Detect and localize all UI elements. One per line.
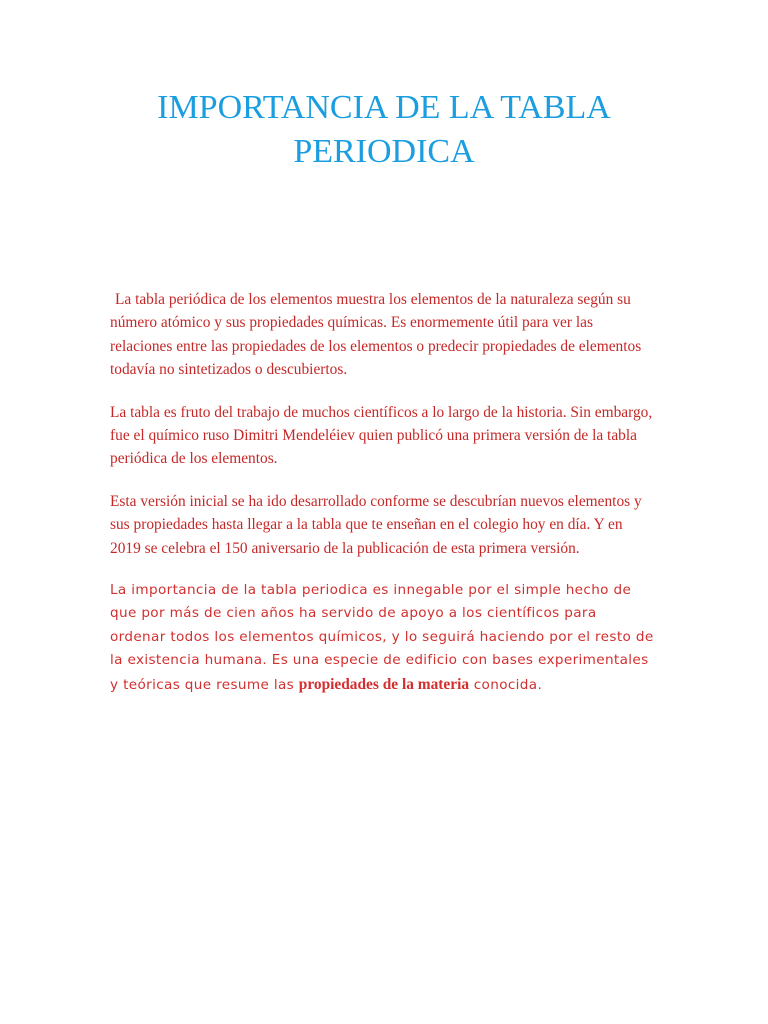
paragraph-4-text-before: La importancia de la tabla periodica es innegable por el simple hecho de que por más de cien años ha servido de apoyo a los científicos para ordenar todos los elementos químicos, y lo seguirá haciendo por el resto de la existencia humana. Es una especie de edificio con bases experimentales y teóricas que resume las bbox=[110, 582, 654, 693]
document-body bbox=[110, 288, 655, 716]
paragraph-1: La tabla periódica de los elementos muestra los elementos de la naturaleza según su número atómico y sus propiedades químicas. Es enormemente útil para ver las relaciones entre las propiedades de los elementos o predecir propiedades de elementos todavía no sintetizados o descubiertos. bbox=[110, 291, 642, 379]
paragraph-4-emphasis: propiedades de la materia bbox=[298, 675, 470, 693]
page-title bbox=[0, 86, 768, 174]
title-line-2: PERIODICA bbox=[293, 133, 475, 170]
paragraph-4-text-after: conocida. bbox=[469, 676, 543, 693]
paragraph-3: Esta versión inicial se ha ido desarrollado conforme se descubrían nuevos elementos y sus propiedades hasta llegar a la tabla que te enseñan en el colegio hoy en día. Y en 2019 se celebra el 150 aniversario de la publicación de esta primera versión. bbox=[110, 492, 642, 557]
title-line-1: IMPORTANCIA DE LA TABLA bbox=[157, 89, 611, 126]
paragraph-2: La tabla es fruto del trabajo de muchos científicos a lo largo de la historia. Sin embargo, fue el químico ruso Dimitri Mendeléiev quien publicó una primera versión de la tabla periódica de los elementos. bbox=[110, 403, 653, 468]
paragraph-4 bbox=[110, 579, 655, 697]
